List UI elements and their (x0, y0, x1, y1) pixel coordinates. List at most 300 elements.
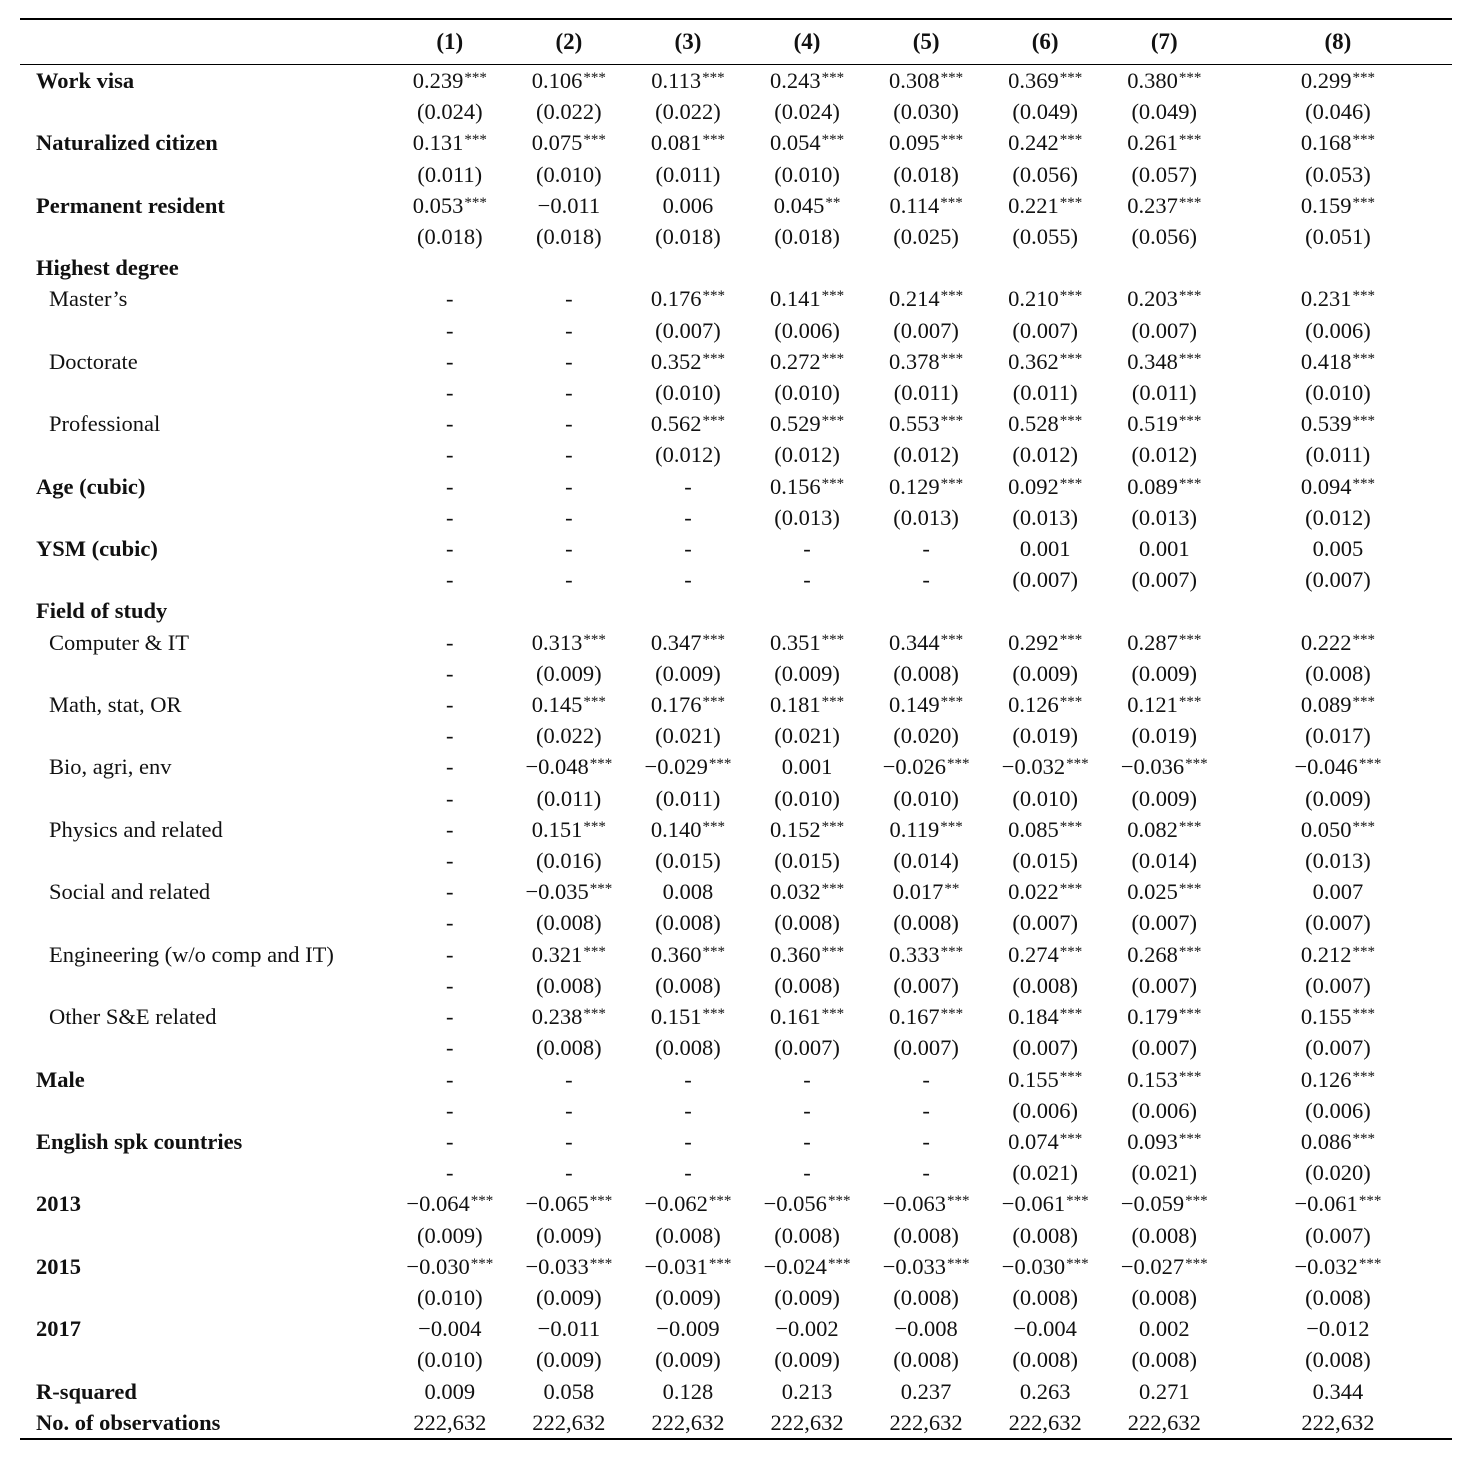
table-row (20, 159, 1452, 190)
table-cell (509, 1376, 628, 1407)
table-cell (1105, 408, 1224, 439)
cell-value: 0.239*** (412, 68, 487, 93)
table-cell (628, 1064, 747, 1095)
table-cell (390, 1188, 509, 1219)
cell-value: (0.009) (1012, 660, 1078, 686)
table-cell (747, 783, 866, 814)
cell-value: (0.021) (655, 723, 721, 749)
cell-value: 0.156*** (769, 473, 845, 499)
cell-value: (0.015) (1012, 848, 1078, 874)
table-cell (628, 315, 747, 346)
table-cell (986, 814, 1105, 845)
table-row (20, 814, 1452, 845)
table-cell (390, 1407, 509, 1438)
row-label: Work visa (36, 68, 135, 93)
table-cell (509, 1157, 628, 1188)
table-cell (747, 190, 866, 221)
cell-value: (0.007) (1012, 910, 1078, 936)
row-label (20, 377, 390, 408)
table-cell (628, 783, 747, 814)
cell-value: 0.089*** (1127, 473, 1202, 499)
table-cell (390, 1126, 509, 1157)
table-cell (1105, 595, 1224, 626)
cell-value: −0.035*** (525, 879, 613, 905)
table-cell (1224, 720, 1452, 751)
cell-value: 0.085*** (1008, 816, 1083, 842)
cell-value: - (446, 411, 454, 437)
table-cell (628, 970, 747, 1001)
cell-value: 0.210*** (1008, 286, 1083, 312)
table-cell (1224, 876, 1452, 907)
cell-value: (0.057) (1131, 161, 1198, 187)
table-cell (867, 190, 986, 221)
column-header: (5) (912, 29, 940, 54)
cell-value: 0.167*** (889, 1004, 964, 1030)
cell-value: (0.008) (655, 972, 721, 998)
row-label: No. of observations (36, 1409, 221, 1435)
cell-value: - (803, 1160, 811, 1186)
cell-value: (0.009) (774, 1347, 840, 1373)
table-cell (747, 689, 866, 720)
cell-value: 0.418*** (1300, 348, 1375, 374)
cell-value: (0.007) (893, 972, 959, 998)
cell-value: 0.152*** (769, 816, 845, 842)
cell-value: 0.348*** (1127, 348, 1202, 374)
header-row (20, 20, 1452, 64)
table-cell (1105, 814, 1224, 845)
cell-value: 222,632 (1008, 1409, 1082, 1435)
table-cell (390, 252, 509, 283)
table-cell (628, 845, 747, 876)
cell-value: (0.025) (893, 224, 959, 250)
cell-value: 0.231*** (1300, 286, 1375, 312)
table-row (20, 1157, 1452, 1188)
table-cell (509, 315, 628, 346)
cell-value: - (922, 1128, 930, 1154)
cell-value: 0.519*** (1127, 411, 1202, 437)
cell-value: 0.050*** (1300, 816, 1375, 842)
table-cell (1105, 907, 1224, 938)
cell-value: 0.006 (662, 192, 714, 218)
table-row (20, 564, 1452, 595)
cell-value: (0.009) (536, 1284, 602, 1310)
row-label (20, 907, 390, 938)
table-cell (509, 252, 628, 283)
table-cell (390, 595, 509, 626)
table-cell (628, 1313, 747, 1344)
table-cell (986, 1001, 1105, 1032)
cell-value: (0.012) (1305, 504, 1371, 530)
cell-value: (0.008) (536, 910, 602, 936)
cell-value: 0.151*** (650, 1004, 725, 1030)
cell-value: 0.238*** (531, 1004, 606, 1030)
cell-value: 0.369*** (1008, 68, 1083, 93)
cell-value: (0.007) (893, 1035, 959, 1061)
table-cell (628, 1157, 747, 1188)
table-cell (509, 1188, 628, 1219)
cell-value: 0.272*** (769, 348, 845, 374)
cell-value: 0.529*** (769, 411, 845, 437)
table-cell (390, 159, 509, 190)
cell-value: (0.020) (1305, 1160, 1371, 1186)
cell-value: - (446, 442, 454, 468)
table-cell (1224, 533, 1452, 564)
cell-value: −0.024*** (763, 1253, 851, 1279)
table-cell (867, 533, 986, 564)
cell-value: (0.010) (416, 1284, 483, 1310)
cell-value: −0.012 (1306, 1316, 1370, 1342)
table-row (20, 970, 1452, 1001)
cell-value: −0.065*** (525, 1191, 613, 1217)
table-cell (986, 845, 1105, 876)
row-label (20, 658, 390, 689)
table-cell (747, 439, 866, 470)
cell-value: - (684, 504, 692, 530)
row-label (20, 783, 390, 814)
table-cell (1224, 845, 1452, 876)
cell-value: (0.015) (774, 848, 840, 874)
cell-value: (0.009) (774, 1284, 840, 1310)
cell-value: −0.046*** (1294, 754, 1382, 780)
cell-value: (0.008) (655, 910, 721, 936)
row-label: Naturalized citizen (36, 130, 218, 156)
row-label: Social and related (49, 879, 211, 905)
table-cell (628, 689, 747, 720)
table-cell (867, 1064, 986, 1095)
cell-value: (0.006) (1012, 1097, 1078, 1123)
cell-value: (0.010) (774, 161, 840, 187)
table-cell (1224, 1188, 1452, 1219)
table-cell (509, 783, 628, 814)
cell-value: - (446, 1066, 454, 1092)
table-cell (390, 720, 509, 751)
cell-value: (0.013) (1305, 848, 1371, 874)
cell-value: (0.006) (1305, 317, 1371, 343)
table-cell (867, 1095, 986, 1126)
column-header: (6) (1031, 29, 1059, 54)
cell-value: - (922, 567, 930, 593)
cell-value: (0.009) (1131, 660, 1198, 686)
cell-value: 0.176*** (650, 286, 725, 312)
table-cell (1105, 283, 1224, 314)
table-cell (390, 408, 509, 439)
cell-value: 222,632 (1301, 1409, 1375, 1435)
table-cell (1105, 1282, 1224, 1313)
cell-value: (0.009) (1305, 785, 1371, 811)
table-cell (1105, 346, 1224, 377)
cell-value: (0.007) (774, 1035, 840, 1061)
cell-value: (0.021) (1012, 1160, 1078, 1186)
table-cell (628, 564, 747, 595)
table-cell (628, 1376, 747, 1407)
table-cell (1224, 159, 1452, 190)
cell-value: - (565, 1066, 573, 1092)
table-cell (390, 96, 509, 127)
table-cell (628, 627, 747, 658)
table-cell (390, 221, 509, 252)
cell-value: 0.360*** (769, 941, 845, 967)
table-cell (1105, 1251, 1224, 1282)
cell-value: - (446, 972, 454, 998)
table-cell (986, 221, 1105, 252)
cell-value: 0.054*** (769, 130, 845, 156)
table-cell (628, 939, 747, 970)
cell-value: - (446, 879, 454, 905)
table-cell (1105, 720, 1224, 751)
table-cell (1224, 1376, 1452, 1407)
table-cell (747, 939, 866, 970)
cell-value: - (684, 536, 692, 562)
table-row (20, 689, 1452, 720)
table-cell (986, 1126, 1105, 1157)
cell-value: 0.007 (1312, 879, 1364, 905)
cell-value: - (565, 567, 573, 593)
cell-value: −0.027*** (1120, 1253, 1208, 1279)
table-cell (867, 970, 986, 1001)
table-cell (1224, 1220, 1452, 1251)
table-cell (628, 159, 747, 190)
table-cell (1105, 1188, 1224, 1219)
table-cell (986, 471, 1105, 502)
cell-value: −0.062*** (644, 1191, 732, 1217)
table-cell (986, 533, 1105, 564)
cell-value: (0.014) (893, 848, 959, 874)
cell-value: 0.131*** (412, 130, 487, 156)
cell-value: - (565, 1097, 573, 1123)
table-cell (509, 658, 628, 689)
row-label: 2013 (36, 1191, 81, 1217)
table-cell (986, 283, 1105, 314)
table-cell (747, 96, 866, 127)
table-cell (628, 1251, 747, 1282)
header-blank (20, 20, 390, 64)
table-cell (509, 533, 628, 564)
cell-value: - (446, 816, 454, 842)
cell-value: (0.018) (655, 224, 721, 250)
table-row (20, 595, 1452, 626)
table-cell (867, 221, 986, 252)
cell-value: - (446, 629, 454, 655)
table-row (20, 751, 1452, 782)
cell-value: (0.056) (1012, 161, 1078, 187)
table-cell (390, 1001, 509, 1032)
table-cell (390, 689, 509, 720)
cell-value: - (565, 473, 573, 499)
regression-table (20, 18, 1452, 1440)
cell-value: 0.126*** (1008, 692, 1083, 718)
cell-value: −0.063*** (882, 1191, 970, 1217)
table-row (20, 876, 1452, 907)
table-cell (390, 1251, 509, 1282)
cell-value: - (684, 567, 692, 593)
cell-value: (0.007) (655, 317, 721, 343)
table-cell (509, 1344, 628, 1375)
table-row (20, 939, 1452, 970)
table-cell (747, 1282, 866, 1313)
table-cell (390, 783, 509, 814)
table-cell (747, 1032, 866, 1063)
table-cell (390, 907, 509, 938)
table-cell (628, 1220, 747, 1251)
cell-value: 0.095*** (889, 130, 964, 156)
table-cell (1224, 658, 1452, 689)
table-cell (747, 595, 866, 626)
table-cell (390, 658, 509, 689)
cell-value: (0.008) (536, 1035, 602, 1061)
table-cell (747, 970, 866, 1001)
table-cell (628, 502, 747, 533)
table-cell (509, 283, 628, 314)
table-cell (867, 283, 986, 314)
table-cell (509, 377, 628, 408)
table-cell (390, 1220, 509, 1251)
table-row (20, 783, 1452, 814)
cell-value: (0.008) (1305, 1347, 1371, 1373)
table-cell (509, 814, 628, 845)
cell-value: 0.243*** (769, 68, 845, 93)
cell-value: - (446, 754, 454, 780)
table-cell (986, 1220, 1105, 1251)
table-cell (986, 1344, 1105, 1375)
table-row (20, 1095, 1452, 1126)
row-label (20, 439, 390, 470)
table-cell (390, 1064, 509, 1095)
cell-value: (0.011) (893, 380, 959, 406)
cell-value: - (684, 1066, 692, 1092)
cell-value: 0.114*** (889, 192, 963, 218)
cell-value: (0.016) (536, 848, 602, 874)
table-cell (1105, 533, 1224, 564)
table-row (20, 252, 1452, 283)
table-cell (1224, 1313, 1452, 1344)
table-cell (509, 221, 628, 252)
cell-value: - (684, 473, 692, 499)
table-cell (867, 408, 986, 439)
table-row (20, 221, 1452, 252)
table-cell (390, 502, 509, 533)
table-cell (509, 65, 628, 96)
table-cell (390, 1157, 509, 1188)
cell-value: - (446, 848, 454, 874)
cell-value: 0.151*** (531, 816, 606, 842)
table-cell (1224, 283, 1452, 314)
cell-value: (0.012) (655, 442, 721, 468)
cell-value: 0.017** (892, 879, 960, 905)
cell-value: (0.008) (655, 1222, 721, 1248)
cell-value: (0.008) (774, 1222, 840, 1248)
cell-value: (0.021) (1131, 1160, 1198, 1186)
cell-value: 0.360*** (650, 941, 725, 967)
column-header: (3) (674, 29, 702, 54)
table-cell (509, 190, 628, 221)
table-cell (1224, 1095, 1452, 1126)
cell-value: (0.008) (1012, 1222, 1078, 1248)
cell-value: (0.019) (1012, 723, 1078, 749)
table-cell (628, 658, 747, 689)
cell-value: −0.029*** (644, 754, 732, 780)
cell-value: - (565, 317, 573, 343)
row-label (20, 502, 390, 533)
cell-value: (0.018) (893, 161, 959, 187)
cell-value: - (803, 567, 811, 593)
cell-value: (0.009) (1131, 785, 1198, 811)
table-cell (628, 876, 747, 907)
cell-value: - (803, 1066, 811, 1092)
cell-value: 0.539*** (1300, 411, 1375, 437)
cell-value: 0.092*** (1008, 473, 1083, 499)
table-cell (747, 564, 866, 595)
table-cell (390, 876, 509, 907)
row-label (20, 970, 390, 1001)
cell-value: 0.299*** (1300, 68, 1375, 93)
results-table (20, 20, 1452, 64)
table-cell (986, 1313, 1105, 1344)
table-cell (747, 502, 866, 533)
cell-value: 0.145*** (531, 692, 606, 718)
table-cell (509, 595, 628, 626)
table-cell (986, 564, 1105, 595)
table-cell (1224, 1032, 1452, 1063)
table-cell (390, 939, 509, 970)
cell-value: 0.022*** (1008, 879, 1083, 905)
row-label (20, 315, 390, 346)
cell-value: - (446, 504, 454, 530)
row-label: R-squared (36, 1378, 137, 1404)
cell-value: −0.026*** (882, 754, 970, 780)
cell-value: 0.155*** (1300, 1004, 1375, 1030)
cell-value: 0.113*** (651, 68, 725, 93)
table-cell (747, 1376, 866, 1407)
table-cell (867, 720, 986, 751)
table-cell (390, 751, 509, 782)
cell-value: 0.212*** (1300, 941, 1375, 967)
cell-value: 0.058 (543, 1378, 595, 1404)
table-cell (747, 533, 866, 564)
cell-value: 0.121*** (1127, 692, 1202, 718)
table-cell (509, 1126, 628, 1157)
cell-value: (0.007) (1131, 567, 1198, 593)
cell-value: −0.032*** (1294, 1253, 1382, 1279)
table-cell (1105, 1407, 1224, 1438)
cell-value: −0.064*** (406, 1191, 494, 1217)
cell-value: - (922, 536, 930, 562)
table-cell (747, 658, 866, 689)
cell-value: 0.082*** (1127, 816, 1202, 842)
row-label (20, 564, 390, 595)
table-cell (509, 1220, 628, 1251)
table-row (20, 907, 1452, 938)
table-cell (390, 627, 509, 658)
table-cell (1105, 65, 1224, 96)
cell-value: −0.008 (894, 1316, 958, 1342)
table-cell (867, 1344, 986, 1375)
table-cell (1224, 1126, 1452, 1157)
cell-value: 0.352*** (650, 348, 725, 374)
table-cell (867, 1126, 986, 1157)
cell-value: 0.528*** (1008, 411, 1083, 437)
table-cell (509, 907, 628, 938)
row-label (20, 96, 390, 127)
table-cell (747, 159, 866, 190)
table-cell (986, 65, 1105, 96)
cell-value: (0.006) (1305, 1097, 1371, 1123)
table-cell (390, 377, 509, 408)
cell-value: 0.263 (1019, 1378, 1071, 1404)
cell-value: (0.006) (1131, 1097, 1198, 1123)
row-label: Bio, agri, env (49, 754, 172, 780)
table-cell (1105, 658, 1224, 689)
cell-value: −0.056*** (763, 1191, 851, 1217)
